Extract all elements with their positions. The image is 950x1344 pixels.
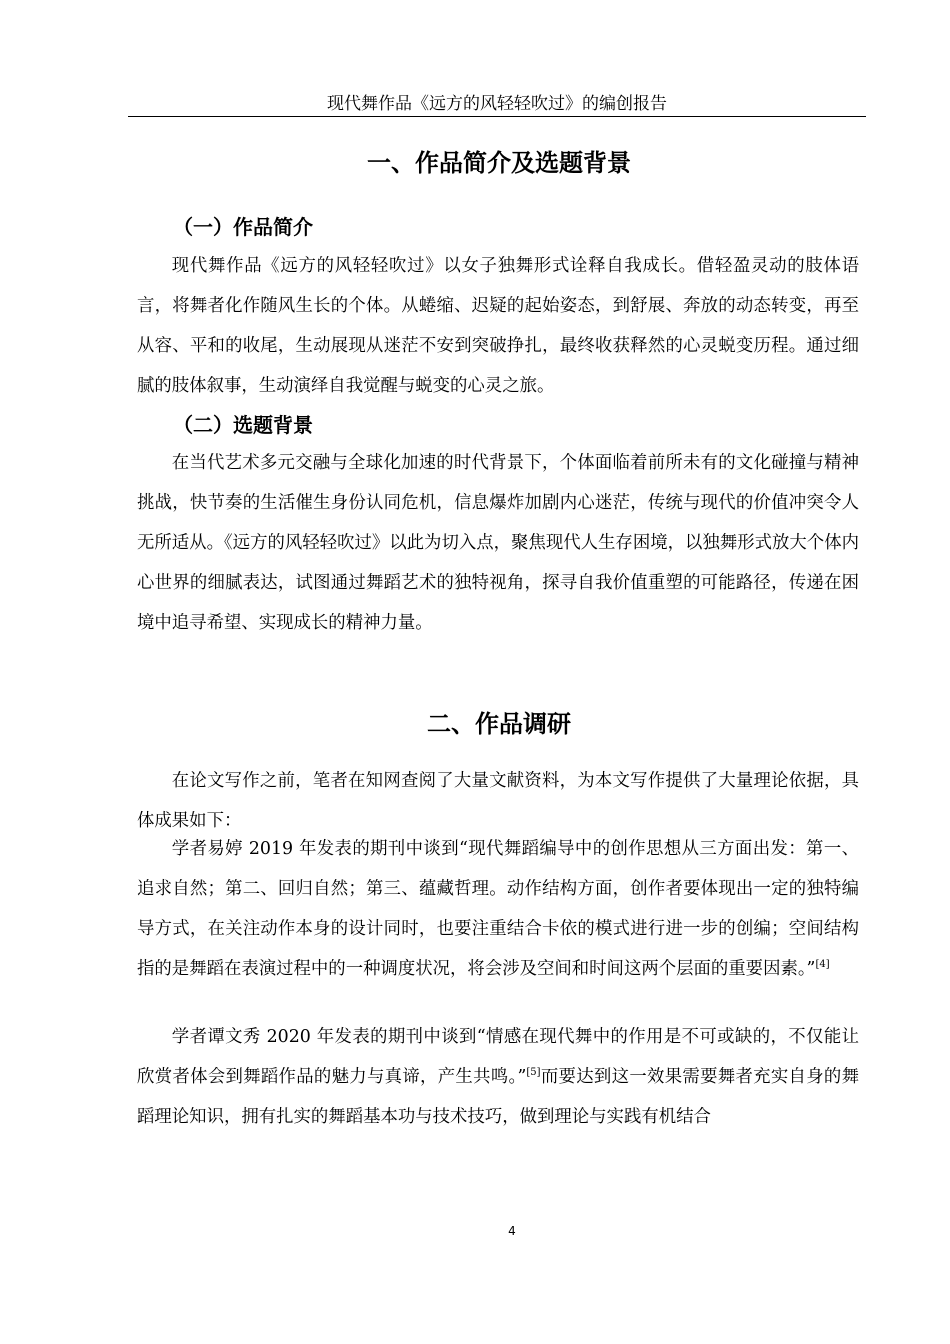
page-number: 4 <box>508 1224 516 1238</box>
section2-paragraph-3-text-a: 学者谭文秀 2020 年发表的期刊中谈到“情感在现代舞中的作用是不可或缺的，不仅能让欣赏者体会到舞蹈作品的魅力与真谛，产生共鸣。” <box>137 1027 859 1087</box>
section1-sub1-paragraph: 现代舞作品《远方的风轻轻吹过》以女子独舞形式诠释自我成长。借轻盈灵动的肢体语言，将舞者化作随风生长的个体。从蜷缩、迟疑的起始姿态，到舒展、奔放的动态转变，再至从容、平和的收尾，生动展现从迷茫不安到突破挣扎，最终收获释然的心灵蜕变历程。通过细腻的肢体叙事，生动演绎自我觉醒与蜕变的心灵之旅。 <box>137 256 859 396</box>
section1-heading: 一、作品简介及选题背景 <box>367 149 631 177</box>
section2-paragraph-1: 在论文写作之前，笔者在知网查阅了大量文献资料，为本文写作提供了大量理论依据，具体成果如下： <box>137 771 859 831</box>
section2-paragraph-3 <box>137 1017 859 1137</box>
section2-paragraph-2 <box>137 829 859 989</box>
section2-paragraph-2-text: 学者易婷 2019 年发表的期刊中谈到“现代舞蹈编导中的创作思想从三方面出发：第一、追求自然；第二、回归自然；第三、蕴藏哲理。动作结构方面，创作者要体现出一定的独特编导方式，在关注动作本身的设计同时，也要注重结合卡依的模式进行进一步的创编；空间结构指的是舞蹈在表演过程中的一种调度状况，将会涉及空间和时间这两个层面的重要因素。” <box>137 839 859 979</box>
header-rule <box>128 116 866 117</box>
citation-4: [4] <box>815 959 830 971</box>
section1-sub2-paragraph: 在当代艺术多元交融与全球化加速的时代背景下，个体面临着前所未有的文化碰撞与精神挑战，快节奏的生活催生身份认同危机，信息爆炸加剧内心迷茫，传统与现代的价值冲突令人无所适从。《远方的风轻轻吹过》以此为切入点，聚焦现代人生存困境，以独舞形式放大个体内心世界的细腻表达，试图通过舞蹈艺术的独特视角，探寻自我价值重塑的可能路径，传递在困境中追寻希望、实现成长的精神力量。 <box>137 453 859 633</box>
section2-paragraph-3-text-b: 而要达到这一效果需要舞者充实自身的舞蹈理论知识，拥有扎实的舞蹈基本功与技术技巧，做到理论与实践有机结合 <box>137 1067 859 1127</box>
section1-sub2-heading: （二）选题背景 <box>173 413 313 437</box>
running-header: 现代舞作品《远方的风轻轻吹过》的编创报告 <box>327 94 667 114</box>
section1-sub1-heading: （一）作品简介 <box>173 215 313 239</box>
citation-5: [5] <box>526 1067 541 1079</box>
section2-heading: 二、作品调研 <box>427 710 571 738</box>
